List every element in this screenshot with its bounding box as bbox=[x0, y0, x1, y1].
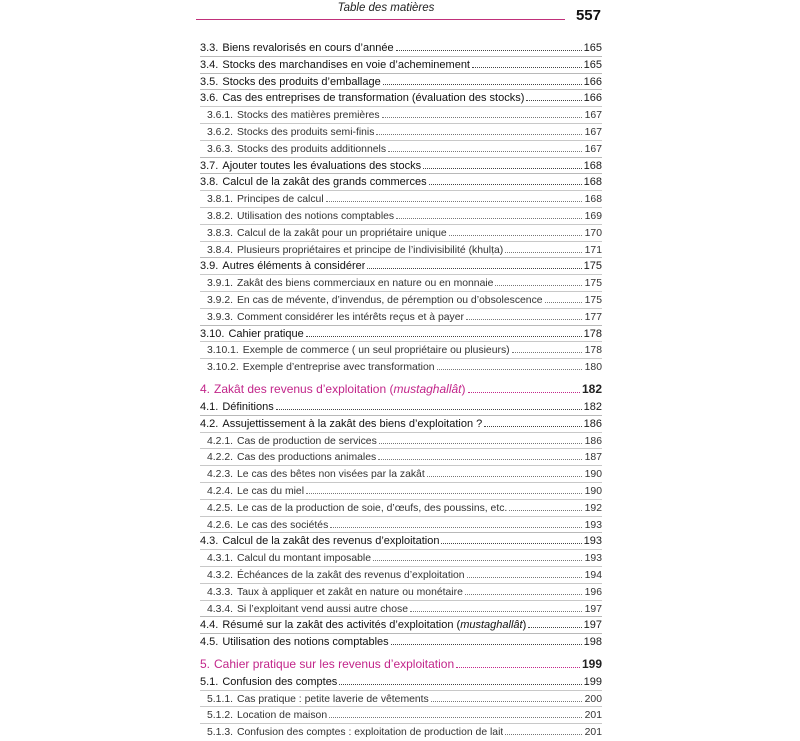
entry-title bbox=[222, 75, 380, 91]
entry-title-text: Cahier pratique sur les revenus d’exploitation bbox=[214, 656, 455, 671]
toc-section[interactable] bbox=[200, 399, 602, 415]
entry-title-text: Stocks des produits additionnels bbox=[237, 143, 387, 155]
entry-title-text: Cas des productions animales bbox=[237, 452, 377, 464]
dot-leader bbox=[367, 258, 581, 269]
entry-title-text: Le cas des bêtes non visées par la zakât bbox=[237, 469, 425, 481]
entry-title-text: Exemple d’entreprise avec transformation bbox=[242, 362, 435, 374]
entry-title-text: Stocks des produits d’emballage bbox=[222, 75, 381, 88]
dot-leader bbox=[495, 275, 582, 286]
entry-page: 178 bbox=[583, 327, 602, 340]
dot-leader bbox=[472, 57, 582, 68]
entry-title-text: Biens revalorisés en cours d’année bbox=[222, 42, 394, 54]
entry-page: 199 bbox=[583, 675, 602, 688]
entry-number: 4.2.6. bbox=[207, 519, 233, 531]
entry-page: 175 bbox=[583, 260, 602, 273]
entry-title bbox=[237, 434, 377, 450]
toc-subsection[interactable] bbox=[200, 517, 602, 533]
entry-page: 201 bbox=[584, 727, 602, 739]
entry-number: 4.2.3. bbox=[207, 469, 233, 481]
entry-title-text: Autres éléments à considérer bbox=[222, 260, 366, 273]
entry-number: 4.2.1. bbox=[207, 435, 233, 447]
entry-title-text: Stocks des produits semi-finis bbox=[237, 126, 375, 138]
toc-subsection[interactable] bbox=[200, 466, 602, 482]
entry-title bbox=[228, 327, 303, 343]
entry-page: 196 bbox=[584, 586, 602, 598]
entry-title bbox=[243, 360, 435, 376]
entry-title bbox=[237, 450, 376, 466]
entry-title bbox=[222, 159, 421, 175]
entry-title bbox=[237, 142, 386, 158]
toc-chapter[interactable] bbox=[200, 379, 602, 399]
entry-title-text: Exemple de commerce ( un seul propriétaire ou plusieurs) bbox=[242, 345, 510, 357]
entry-title-text: Le cas des sociétés bbox=[237, 519, 329, 531]
entry-page: 166 bbox=[583, 75, 602, 88]
dot-leader bbox=[456, 655, 580, 668]
entry-title-text: Cas de production de services bbox=[237, 435, 377, 447]
toc-subsection[interactable] bbox=[200, 584, 602, 600]
entry-title bbox=[237, 484, 304, 500]
dot-leader bbox=[379, 433, 582, 444]
toc-subsection[interactable] bbox=[200, 208, 602, 224]
dot-leader bbox=[437, 359, 582, 370]
toc-subsection[interactable] bbox=[200, 242, 602, 258]
toc-subsection[interactable] bbox=[200, 225, 602, 241]
entry-number: 3.9.1. bbox=[207, 278, 233, 290]
entry-page: 169 bbox=[584, 210, 602, 222]
entry-number: 3.8. bbox=[200, 176, 219, 189]
entry-title bbox=[237, 501, 507, 517]
toc-subsection[interactable] bbox=[200, 567, 602, 583]
entry-page: 177 bbox=[584, 311, 602, 323]
toc-subsection[interactable] bbox=[200, 309, 602, 325]
dot-leader bbox=[383, 74, 582, 85]
toc-section[interactable] bbox=[200, 674, 602, 690]
entry-number: 4.1. bbox=[200, 400, 219, 413]
entry-title bbox=[237, 276, 493, 292]
entry-title bbox=[222, 58, 470, 74]
entry-title-text: En cas de mévente, d’invendus, de péremption ou d’obsolescence bbox=[237, 294, 543, 306]
entry-title-text: Confusion des comptes : exploitation de production de lait bbox=[237, 727, 504, 739]
entry-title-text: Cas des entreprises de transformation (évaluation des stocks) bbox=[222, 92, 525, 105]
entry-title-text: Le cas du miel bbox=[237, 485, 304, 497]
entry-title-text: Assujettissement à la zakât des biens d’exploitation ? bbox=[222, 417, 483, 430]
entry-title bbox=[222, 91, 524, 107]
entry-title-text: Utilisation des notions comptables bbox=[237, 210, 395, 222]
entry-title bbox=[222, 417, 482, 433]
entry-title-text: Utilisation des notions comptables bbox=[222, 636, 389, 649]
entry-title-text: Zakât des biens commerciaux en nature ou en monnaie bbox=[237, 278, 494, 290]
dot-leader bbox=[427, 466, 582, 477]
entry-number: 4.2.2. bbox=[207, 452, 233, 464]
entry-number: 3.6.1. bbox=[207, 110, 233, 122]
entry-title-text: Définitions bbox=[222, 400, 274, 413]
entry-number: 4.2.4. bbox=[207, 485, 233, 497]
dot-leader bbox=[376, 124, 582, 135]
entry-title-text: Échéances de la zakât des revenus d’exploitation bbox=[237, 569, 465, 581]
toc-subsection[interactable] bbox=[200, 433, 602, 449]
toc-subsection[interactable] bbox=[200, 141, 602, 157]
toc-subsection[interactable] bbox=[200, 124, 602, 140]
dot-leader bbox=[528, 617, 581, 628]
entry-title bbox=[237, 310, 464, 326]
entry-number: 3.3. bbox=[200, 42, 219, 54]
dot-leader bbox=[484, 416, 581, 427]
entry-page: 182 bbox=[583, 400, 602, 413]
dot-leader bbox=[306, 483, 582, 494]
dot-leader bbox=[468, 380, 580, 393]
toc-section[interactable] bbox=[200, 40, 602, 56]
dot-leader bbox=[467, 567, 582, 578]
entry-number: 4.3.3. bbox=[207, 586, 233, 598]
entry-page: 171 bbox=[584, 244, 602, 256]
entry-title-text: Calcul de la zakât pour un propriétaire unique bbox=[237, 227, 447, 239]
entry-title-italic: mustaghallât bbox=[460, 619, 523, 632]
entry-title-suffix: ) bbox=[461, 381, 466, 396]
entry-number: 3.8.4. bbox=[207, 244, 233, 256]
entry-number: 3.6.2. bbox=[207, 126, 233, 138]
entry-number: 3.9. bbox=[200, 260, 219, 273]
entry-page: 178 bbox=[584, 345, 602, 357]
entry-title bbox=[237, 602, 408, 618]
dot-leader bbox=[431, 691, 582, 702]
entry-title bbox=[222, 635, 388, 651]
entry-title-suffix: ) bbox=[522, 619, 527, 632]
entry-number: 5. bbox=[200, 656, 211, 671]
entry-title bbox=[243, 343, 510, 359]
entry-page: 194 bbox=[584, 569, 602, 581]
entry-page: 180 bbox=[584, 362, 602, 374]
entry-page: 170 bbox=[584, 227, 602, 239]
entry-number: 5.1.2. bbox=[207, 710, 233, 722]
dot-leader bbox=[509, 500, 582, 511]
entry-number: 3.8.2. bbox=[207, 210, 233, 222]
dot-leader bbox=[396, 208, 582, 219]
entry-page: 165 bbox=[583, 42, 602, 54]
entry-title bbox=[237, 108, 380, 124]
entry-page: 182 bbox=[581, 381, 602, 396]
toc-section[interactable] bbox=[200, 634, 602, 650]
dot-leader bbox=[378, 449, 582, 460]
toc-section[interactable] bbox=[200, 533, 602, 549]
entry-title-italic: mustaghallât bbox=[393, 381, 462, 396]
entry-title bbox=[237, 568, 465, 584]
dot-leader bbox=[276, 399, 582, 410]
dot-leader bbox=[410, 601, 582, 612]
entry-number: 3.4. bbox=[200, 58, 219, 71]
entry-page: 199 bbox=[581, 656, 602, 671]
toc-subsection[interactable] bbox=[200, 601, 602, 617]
toc-section[interactable] bbox=[200, 416, 602, 432]
toc-subsection[interactable] bbox=[200, 707, 602, 723]
entry-title-text: Cahier pratique bbox=[228, 327, 304, 340]
toc-section[interactable] bbox=[200, 326, 602, 342]
toc-subsection[interactable] bbox=[200, 500, 602, 516]
dot-leader bbox=[505, 724, 582, 735]
toc-subsection[interactable] bbox=[200, 483, 602, 499]
dot-leader bbox=[339, 674, 581, 685]
entry-title-text: Calcul du montant imposable bbox=[237, 553, 371, 565]
dot-leader bbox=[373, 550, 582, 561]
toc-subsection[interactable] bbox=[200, 724, 602, 740]
entry-title-text: Zakât des revenus d’exploitation ( bbox=[214, 381, 394, 396]
entry-title-text: Stocks des matières premières bbox=[237, 110, 380, 122]
toc-section[interactable] bbox=[200, 617, 602, 633]
entry-page: 165 bbox=[583, 58, 602, 71]
entry-title-text: Si l’exploitant vend aussi autre chose bbox=[237, 603, 408, 615]
toc-subsection[interactable] bbox=[200, 449, 602, 465]
entry-page: 175 bbox=[584, 278, 602, 290]
dot-leader bbox=[505, 242, 582, 253]
entry-page: 197 bbox=[584, 603, 602, 615]
entry-title bbox=[237, 293, 543, 309]
dot-leader bbox=[512, 342, 582, 353]
dot-leader bbox=[466, 309, 582, 320]
dot-leader bbox=[526, 90, 581, 101]
entry-page: 201 bbox=[584, 710, 602, 722]
toc-subsection[interactable] bbox=[200, 107, 602, 123]
entry-title-text: Taux à appliquer et zakât en nature ou monétaire bbox=[237, 586, 463, 598]
entry-number: 4. bbox=[200, 381, 211, 396]
entry-number: 4.4. bbox=[200, 619, 219, 632]
entry-title-text: Résumé sur la zakât des activités d’exploitation ( bbox=[222, 619, 461, 632]
entry-title-text: Cas pratique : petite laverie de vêtements bbox=[237, 693, 429, 705]
entry-title bbox=[237, 518, 328, 534]
dot-leader bbox=[423, 158, 582, 169]
entry-title-text: Calcul de la zakât des grands commerces bbox=[222, 176, 427, 189]
toc-subsection[interactable] bbox=[200, 550, 602, 566]
page-number: 557 bbox=[575, 7, 601, 24]
dot-leader bbox=[441, 533, 581, 544]
entry-page: 193 bbox=[583, 535, 602, 548]
entry-title bbox=[237, 725, 503, 741]
entry-page: 193 bbox=[584, 519, 602, 531]
toc-section[interactable] bbox=[200, 74, 602, 90]
entry-title bbox=[237, 226, 447, 242]
entry-number: 4.2.5. bbox=[207, 502, 233, 514]
entry-title bbox=[222, 259, 365, 275]
entry-title bbox=[222, 618, 526, 634]
entry-number: 5.1.3. bbox=[207, 727, 233, 739]
toc-subsection[interactable] bbox=[200, 342, 602, 358]
entry-number: 4.5. bbox=[200, 636, 219, 649]
entry-title-text: Plusieurs propriétaires et principe de l’indivisibilité (khulṭa) bbox=[237, 244, 504, 256]
running-header bbox=[196, 0, 605, 26]
header-title: Table des matières bbox=[337, 2, 435, 14]
toc-section[interactable] bbox=[200, 158, 602, 174]
entry-page: 166 bbox=[583, 92, 602, 105]
entry-page: 175 bbox=[584, 294, 602, 306]
entry-page: 192 bbox=[584, 502, 602, 514]
entry-page: 168 bbox=[584, 194, 602, 206]
toc-chapter[interactable] bbox=[200, 654, 602, 674]
entry-number: 4.3. bbox=[200, 535, 219, 548]
dot-leader bbox=[465, 584, 582, 595]
dot-leader bbox=[429, 174, 582, 185]
entry-number: 3.6.3. bbox=[207, 143, 233, 155]
entry-number: 5.1. bbox=[200, 675, 219, 688]
entry-title-text: Comment considérer les intérêts reçus et à payer bbox=[237, 311, 464, 323]
dot-leader bbox=[391, 634, 582, 645]
entry-title bbox=[237, 467, 425, 483]
toc-section[interactable] bbox=[200, 57, 602, 73]
header-rule bbox=[196, 19, 565, 20]
entry-title-text: Ajouter toutes les évaluations des stocks bbox=[222, 159, 422, 172]
entry-title bbox=[222, 400, 273, 416]
entry-title-text: Stocks des marchandises en voie d’acheminement bbox=[222, 58, 470, 71]
entry-number: 3.5. bbox=[200, 75, 219, 88]
dot-leader bbox=[449, 225, 582, 236]
entry-title bbox=[237, 125, 374, 141]
dot-leader bbox=[545, 292, 582, 303]
toc-subsection[interactable] bbox=[200, 359, 602, 375]
entry-page: 186 bbox=[584, 435, 602, 447]
entry-title bbox=[214, 379, 465, 399]
dot-leader bbox=[326, 191, 582, 202]
entry-page: 167 bbox=[584, 143, 602, 155]
toc-section[interactable] bbox=[200, 90, 602, 106]
entry-title bbox=[237, 551, 371, 567]
entry-number: 4.3.4. bbox=[207, 603, 233, 615]
entry-number: 4.3.1. bbox=[207, 553, 233, 565]
entry-title bbox=[222, 41, 393, 57]
entry-number: 3.8.1. bbox=[207, 194, 233, 206]
entry-page: 197 bbox=[583, 619, 602, 632]
toc-subsection[interactable] bbox=[200, 691, 602, 707]
toc-section[interactable] bbox=[200, 174, 602, 190]
entry-page: 168 bbox=[583, 176, 602, 189]
dot-leader bbox=[329, 707, 582, 718]
table-of-contents bbox=[200, 40, 602, 740]
entry-title bbox=[237, 209, 394, 225]
entry-title bbox=[222, 175, 426, 191]
dot-leader bbox=[382, 107, 582, 118]
entry-title-text: Confusion des comptes bbox=[222, 675, 338, 688]
entry-title bbox=[237, 708, 327, 724]
entry-number: 4.2. bbox=[200, 417, 219, 430]
entry-title bbox=[237, 692, 429, 708]
entry-number: 3.10. bbox=[200, 327, 225, 340]
entry-title bbox=[222, 534, 439, 550]
toc-subsection[interactable] bbox=[200, 292, 602, 308]
entry-title-text: Calcul de la zakât des revenus d’exploitation bbox=[222, 535, 440, 548]
dot-leader bbox=[306, 326, 582, 337]
entry-title bbox=[237, 243, 503, 259]
entry-title-text: Location de maison bbox=[237, 710, 328, 722]
entry-number: 3.6. bbox=[200, 92, 219, 105]
toc-subsection[interactable] bbox=[200, 275, 602, 291]
entry-number: 3.10.1. bbox=[207, 345, 239, 357]
entry-number: 5.1.1. bbox=[207, 693, 233, 705]
entry-page: 167 bbox=[584, 126, 602, 138]
entry-title bbox=[237, 585, 463, 601]
entry-title bbox=[214, 654, 454, 674]
toc-section[interactable] bbox=[200, 258, 602, 274]
entry-page: 167 bbox=[584, 110, 602, 122]
entry-page: 168 bbox=[583, 159, 602, 172]
entry-title-text: Principes de calcul bbox=[237, 194, 324, 206]
entry-page: 190 bbox=[584, 469, 602, 481]
entry-number: 3.8.3. bbox=[207, 227, 233, 239]
entry-number: 3.7. bbox=[200, 159, 219, 172]
toc-subsection[interactable] bbox=[200, 191, 602, 207]
dot-leader bbox=[396, 40, 582, 51]
entry-number: 3.9.2. bbox=[207, 294, 233, 306]
entry-page: 198 bbox=[583, 636, 602, 649]
entry-number: 3.10.2. bbox=[207, 362, 239, 374]
entry-number: 4.3.2. bbox=[207, 569, 233, 581]
entry-page: 193 bbox=[584, 553, 602, 565]
entry-title bbox=[237, 192, 324, 208]
dot-leader bbox=[388, 141, 582, 152]
entry-number: 3.9.3. bbox=[207, 311, 233, 323]
entry-page: 200 bbox=[584, 693, 602, 705]
entry-title-text: Le cas de la production de soie, d’œufs, des poussins, etc. bbox=[237, 502, 508, 514]
entry-page: 187 bbox=[584, 452, 602, 464]
entry-page: 190 bbox=[584, 485, 602, 497]
dot-leader bbox=[330, 517, 582, 528]
entry-page: 186 bbox=[583, 417, 602, 430]
